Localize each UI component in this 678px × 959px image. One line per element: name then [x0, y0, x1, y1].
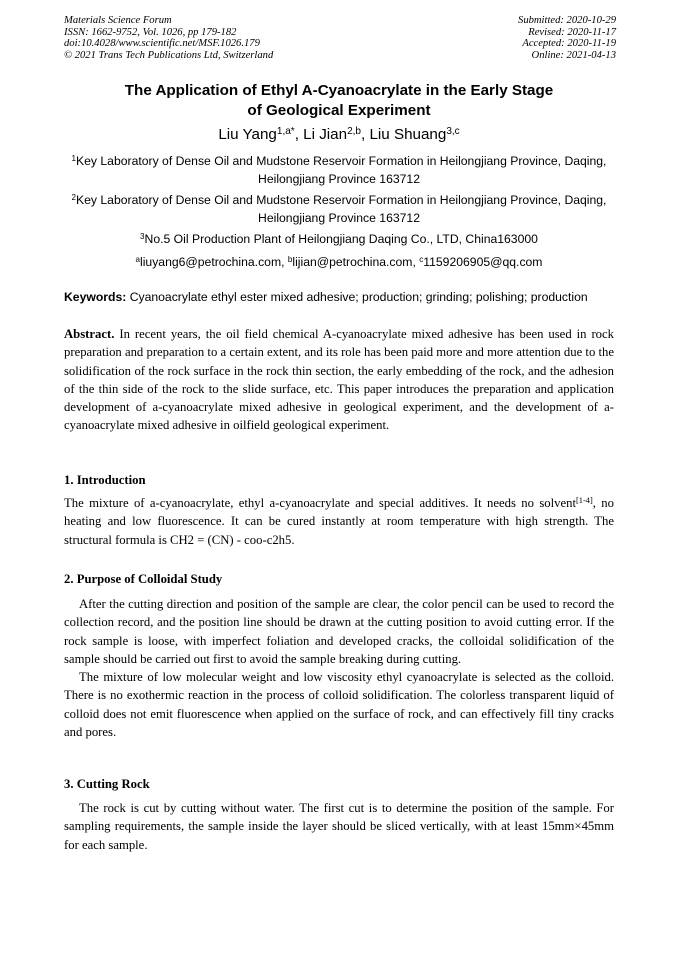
- journal-copyright: © 2021 Trans Tech Publications Ltd, Switzerland: [64, 49, 274, 61]
- paragraph: After the cutting direction and position of the sample are clear, the color pencil can be used to record the collection record, and the position line should be drawn at the cutting position to avoid cutting error. If the rock sample is loose, with imperfect foliation and developed cracks, the colloidal solidification of the sample should be carried out first to avoid the sample breaking during cutting.: [64, 597, 614, 666]
- author-superscript: 3,c: [446, 125, 460, 137]
- author-separator: ,: [294, 126, 304, 143]
- date-revised: Revised: 2020-11-17: [528, 26, 616, 38]
- affiliation-mark: 1: [71, 153, 77, 163]
- introduction-body: [64, 494, 614, 549]
- abstract-text: In recent years, the oil field chemical A-cyanoacrylate mixed adhesive has been used in rock preparation and preparation to a certain extent, and its role has been paid more and more attention due to the solidification of the rock surface in the rock thin section, the early embedding of the rock, and the adhesion of the thin side of the rock to the slide surface, etc. This paper introduces the preparation and application development of a-cyanoacrylate mixed adhesive in geological experiment, and the development of a-cyanoacrylate mixed adhesive in oilfield geological experiment.: [64, 327, 614, 433]
- affiliation-3: [64, 230, 614, 248]
- section-heading-colloidal-study: 2. Purpose of Colloidal Study: [64, 572, 223, 586]
- journal-issn: ISSN: 1662-9752, Vol. 1026, pp 179-182: [64, 26, 237, 38]
- paragraph: The rock is cut by cutting without water. The first cut is to determine the position of the sample. For sampling requirements, the sample inside the layer should be sliced vertically, with at least 15mm×45mm for each sample.: [64, 801, 614, 852]
- affiliation-mark: 3: [140, 231, 145, 241]
- journal-info: [64, 15, 273, 61]
- email-mark: a: [135, 254, 140, 264]
- affiliation-text: No.5 Oil Production Plant of Heilongjiang Daqing Co., LTD, China163000: [144, 232, 538, 246]
- paragraph: The mixture of low molecular weight and low viscosity ethyl cyanoacrylate is selected as the colloid. There is no exothermic reaction in the process of colloid solidification. The colorless transparent liquid of colloid does not emit fluorescence when applied on the surface of rock, and can effectively fill tiny cracks and pores.: [64, 670, 614, 740]
- author-emails: [64, 253, 614, 271]
- author-name: Li Jian: [303, 126, 348, 143]
- title-line: The Application of Ethyl A-Cyanoacrylate in the Early Stage: [124, 82, 554, 99]
- keywords-text: Cyanoacrylate ethyl ester mixed adhesive; production; grinding; polishing; production: [126, 290, 588, 304]
- colloidal-study-body: [64, 595, 614, 741]
- affiliation-2: [64, 191, 614, 228]
- author-list: [64, 125, 614, 145]
- email-link: 1159206905@qq.com: [423, 255, 543, 269]
- author-name: Liu Yang: [218, 126, 277, 143]
- affiliation-1: [64, 152, 614, 189]
- paragraph-text: The mixture of a-cyanoacrylate, ethyl a-cyanoacrylate and special additives. It needs no solvent: [64, 496, 576, 510]
- date-accepted: Accepted: 2020-11-19: [522, 38, 616, 50]
- paper-title: [64, 81, 614, 121]
- affiliation-text: Key Laboratory of Dense Oil and Mudstone Reservoir Formation in Heilongjiang Province, Daqing, Heilongjiang Province 163712: [76, 193, 607, 226]
- email-link: liuyang6@petrochina.com,: [140, 255, 288, 269]
- date-submitted: Submitted: 2020-10-29: [518, 15, 616, 26]
- cutting-rock-body: [64, 799, 614, 854]
- section-heading-cutting-rock: 3. Cutting Rock: [64, 777, 150, 791]
- date-online: Online: 2021-04-13: [531, 49, 616, 61]
- journal-header: [64, 15, 616, 61]
- email-link: lijian@petrochina.com,: [292, 255, 420, 269]
- email-mark: c: [419, 254, 424, 264]
- title-line: of Geological Experiment: [247, 102, 431, 119]
- keywords: [64, 289, 614, 306]
- author-separator: ,: [361, 126, 370, 143]
- citation: [1-4]: [576, 495, 593, 505]
- email-mark: b: [287, 254, 293, 264]
- affiliation-text: Key Laboratory of Dense Oil and Mudstone Reservoir Formation in Heilongjiang Province, Daqing, Heilongjiang Province 163712: [76, 154, 607, 187]
- affiliation-mark: 2: [71, 192, 77, 202]
- abstract-label: Abstract.: [64, 327, 115, 341]
- author-superscript: 2,b: [347, 125, 361, 137]
- keywords-label: Keywords:: [64, 290, 127, 304]
- author-superscript: 1,a*: [276, 125, 295, 137]
- abstract: [64, 325, 614, 435]
- paragraph-text: , no heating and low fluorescence. It can be cured instantly at room temperature with high strength. The structural formula is CH2 = (CN) - coo-c2h5.: [64, 496, 614, 547]
- journal-name: Materials Science Forum: [64, 15, 172, 26]
- journal-doi: doi:10.4028/www.scientific.net/MSF.1026.179: [64, 38, 260, 50]
- publication-dates: [518, 15, 616, 61]
- section-heading-introduction: 1. Introduction: [64, 473, 146, 487]
- author-name: Liu Shuang: [369, 126, 447, 143]
